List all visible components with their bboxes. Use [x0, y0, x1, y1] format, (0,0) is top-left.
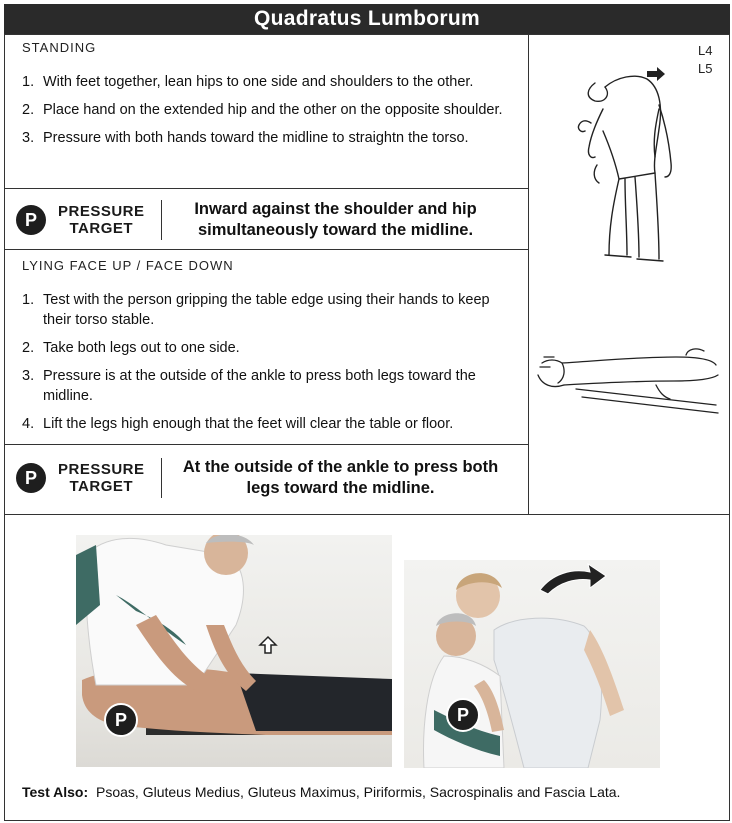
divider — [4, 249, 529, 250]
test-also — [22, 784, 620, 800]
lying-steps — [22, 290, 518, 442]
pressure-target-lying — [16, 457, 506, 499]
pressure-target-standing — [16, 199, 496, 241]
test-also-label: Test Also: — [22, 784, 89, 800]
pressure-p-icon: P — [446, 698, 480, 732]
list-item: 4. Lift the legs high enough that the feet will clear the table or floor. — [22, 416, 454, 432]
pressure-p-icon: P — [16, 205, 46, 235]
pressure-p-icon: P — [16, 463, 46, 493]
vertebra-levels — [698, 42, 712, 78]
pressure-target-label: PRESSURE TARGET — [58, 203, 145, 237]
column-divider — [528, 34, 529, 515]
test-also-text: Psoas, Gluteus Medius, Gluteus Maximus, Piriformis, Sacrospinalis and Fascia Lata. — [96, 784, 621, 800]
photo-standing-test — [404, 560, 660, 768]
standing-steps — [22, 72, 518, 156]
divider — [4, 188, 529, 189]
divider — [4, 514, 730, 515]
photo-standing-test-image — [404, 560, 660, 768]
list-item: 2. Take both legs out to one side. — [22, 340, 240, 356]
arrow-right-icon — [647, 67, 665, 81]
list-item: 3. Pressure is at the outside of the ankle to press both legs toward the midline. — [22, 368, 476, 404]
list-item: 2. Place hand on the extended hip and the other on the opposite shoulder. — [22, 102, 503, 118]
level-label: L5 — [698, 61, 713, 76]
pressure-p-icon: P — [104, 703, 138, 737]
pressure-target-text: At the outside of the ankle to press both legs toward the midline. — [182, 458, 499, 497]
list-item: 1. With feet together, lean hips to one side and shoulders to the other. — [22, 74, 474, 90]
section-label-lying: LYING FACE UP / FACE DOWN — [22, 258, 234, 273]
level-label: L4 — [698, 43, 713, 58]
pressure-target-label: PRESSURE TARGET — [58, 461, 145, 495]
lying-figure-illustration — [536, 345, 721, 420]
photo-lying-test — [76, 535, 392, 767]
separator — [161, 200, 162, 240]
list-item: 1. Test with the person gripping the table edge using their hands to keep their torso stable. — [22, 292, 490, 328]
separator — [161, 458, 162, 498]
list-item: 3. Pressure with both hands toward the midline to straightn the torso. — [22, 130, 469, 146]
section-label-standing: STANDING — [22, 40, 97, 55]
divider — [4, 444, 529, 445]
pressure-target-text: Inward against the shoulder and hip simultaneously toward the midline. — [194, 200, 477, 239]
standing-figure-illustration — [555, 65, 690, 270]
page-title — [4, 4, 730, 34]
curved-arrow-icon — [534, 560, 614, 600]
page-title-text: Quadratus Lumborum — [254, 7, 480, 30]
